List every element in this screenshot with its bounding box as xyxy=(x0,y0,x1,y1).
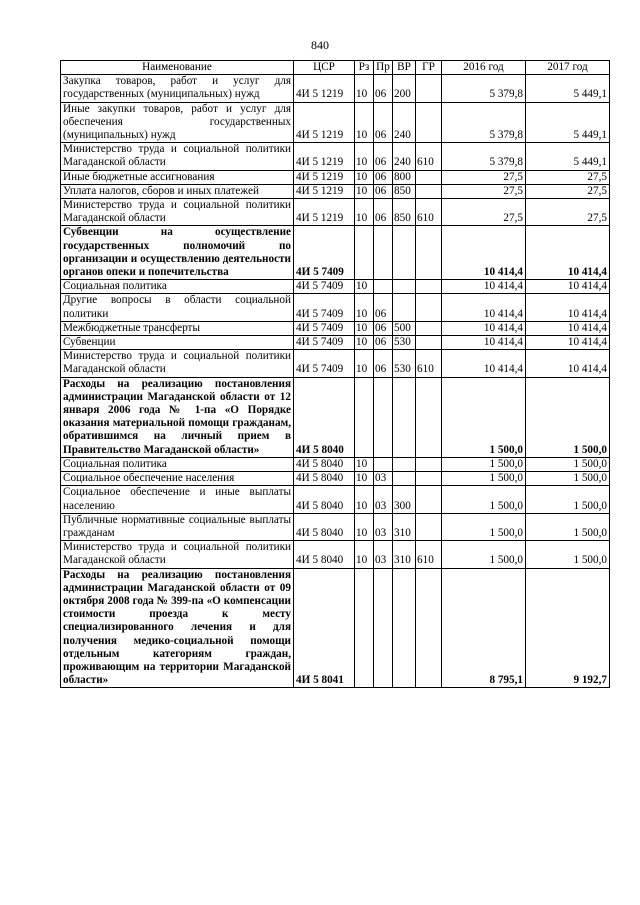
cell-rz: 10 xyxy=(355,321,374,335)
cell-2017: 10 414,4 xyxy=(526,350,610,377)
cell-csr: 4И 5 8040 xyxy=(294,377,355,457)
column-header-2016: 2016 год xyxy=(442,61,526,75)
cell-vr: 500 xyxy=(393,321,416,335)
cell-vr: 530 xyxy=(393,350,416,377)
cell-name: Социальное обеспечение и иные выплаты населению xyxy=(61,486,294,513)
table-row xyxy=(61,513,610,540)
cell-rz: 10 xyxy=(355,143,374,170)
budget-table xyxy=(60,60,610,688)
cell-pr: 06 xyxy=(374,170,393,184)
column-header-2017: 2017 год xyxy=(526,61,610,75)
cell-gr xyxy=(416,184,442,198)
cell-2016: 10 414,4 xyxy=(442,336,526,350)
cell-rz: 10 xyxy=(355,170,374,184)
cell-gr xyxy=(416,457,442,471)
cell-2016: 27,5 xyxy=(442,184,526,198)
cell-2016: 1 500,0 xyxy=(442,541,526,568)
cell-gr xyxy=(416,568,442,688)
cell-pr: 06 xyxy=(374,143,393,170)
cell-pr: 06 xyxy=(374,75,393,102)
cell-csr: 4И 5 8040 xyxy=(294,457,355,471)
cell-2016: 10 414,4 xyxy=(442,321,526,335)
cell-2017: 27,5 xyxy=(526,170,610,184)
cell-2016: 10 414,4 xyxy=(442,226,526,280)
column-header-name: Наименование xyxy=(61,61,294,75)
cell-name: Межбюджетные трансферты xyxy=(61,321,294,335)
table-body xyxy=(61,75,610,688)
table-row xyxy=(61,170,610,184)
cell-gr xyxy=(416,377,442,457)
cell-rz: 10 xyxy=(355,350,374,377)
table-row xyxy=(61,350,610,377)
cell-rz: 10 xyxy=(355,486,374,513)
cell-2017: 10 414,4 xyxy=(526,280,610,294)
cell-name: Социальная политика xyxy=(61,280,294,294)
cell-2017: 1 500,0 xyxy=(526,486,610,513)
cell-rz: 10 xyxy=(355,75,374,102)
cell-pr: 03 xyxy=(374,486,393,513)
cell-csr: 4И 5 8040 xyxy=(294,513,355,540)
cell-name: Публичные нормативные социальные выплаты гражданам xyxy=(61,513,294,540)
table-row xyxy=(61,294,610,321)
cell-rz xyxy=(355,226,374,280)
cell-csr: 4И 5 8040 xyxy=(294,472,355,486)
cell-name: Министерство труда и социальной политики Магаданской области xyxy=(61,541,294,568)
cell-2017: 9 192,7 xyxy=(526,568,610,688)
table-row xyxy=(61,75,610,102)
cell-name: Закупка товаров, работ и услуг для государственных (муниципальных) нужд xyxy=(61,75,294,102)
column-header-pr: Пр xyxy=(374,61,393,75)
cell-csr: 4И 5 7409 xyxy=(294,336,355,350)
cell-2017: 1 500,0 xyxy=(526,457,610,471)
cell-gr xyxy=(416,102,442,143)
cell-gr xyxy=(416,226,442,280)
table-row xyxy=(61,472,610,486)
cell-vr: 310 xyxy=(393,541,416,568)
cell-2017: 5 449,1 xyxy=(526,143,610,170)
cell-vr xyxy=(393,226,416,280)
column-header-vr: ВР xyxy=(393,61,416,75)
cell-csr: 4И 5 8041 xyxy=(294,568,355,688)
cell-name: Иные бюджетные ассигнования xyxy=(61,170,294,184)
cell-rz: 10 xyxy=(355,199,374,226)
table-row xyxy=(61,457,610,471)
cell-gr: 610 xyxy=(416,143,442,170)
cell-gr xyxy=(416,321,442,335)
cell-2017: 27,5 xyxy=(526,199,610,226)
cell-csr: 4И 5 1219 xyxy=(294,143,355,170)
cell-2017: 1 500,0 xyxy=(526,513,610,540)
cell-2016: 10 414,4 xyxy=(442,294,526,321)
cell-rz: 10 xyxy=(355,184,374,198)
cell-name: Социальная политика xyxy=(61,457,294,471)
cell-gr xyxy=(416,170,442,184)
cell-2016: 5 379,8 xyxy=(442,143,526,170)
cell-csr: 4И 5 1219 xyxy=(294,184,355,198)
cell-csr: 4И 5 8040 xyxy=(294,486,355,513)
cell-2016: 27,5 xyxy=(442,170,526,184)
cell-2016: 27,5 xyxy=(442,199,526,226)
cell-pr: 03 xyxy=(374,472,393,486)
cell-gr xyxy=(416,75,442,102)
cell-csr: 4И 5 1219 xyxy=(294,102,355,143)
cell-2017: 27,5 xyxy=(526,184,610,198)
table-row xyxy=(61,199,610,226)
cell-rz: 10 xyxy=(355,457,374,471)
cell-2016: 5 379,8 xyxy=(442,102,526,143)
cell-vr: 310 xyxy=(393,513,416,540)
cell-name: Расходы на реализацию постановления администрации Магаданской области от 12 января 2006 года № 1-па «О Порядке оказания материальной помощи гражданам, обратившимся на личный прием в Правительство Магаданской области» xyxy=(61,377,294,457)
cell-csr: 4И 5 1219 xyxy=(294,170,355,184)
cell-csr: 4И 5 7409 xyxy=(294,226,355,280)
cell-vr: 850 xyxy=(393,184,416,198)
cell-2016: 10 414,4 xyxy=(442,280,526,294)
cell-pr: 06 xyxy=(374,350,393,377)
cell-vr: 530 xyxy=(393,336,416,350)
cell-rz: 10 xyxy=(355,280,374,294)
column-header-gr: ГР xyxy=(416,61,442,75)
cell-name: Иные закупки товаров, работ и услуг для обеспечения государственных (муниципальных) нужд xyxy=(61,102,294,143)
cell-csr: 4И 5 7409 xyxy=(294,280,355,294)
cell-rz: 10 xyxy=(355,541,374,568)
cell-2016: 1 500,0 xyxy=(442,472,526,486)
cell-vr: 200 xyxy=(393,75,416,102)
cell-2016: 8 795,1 xyxy=(442,568,526,688)
cell-pr: 03 xyxy=(374,513,393,540)
cell-vr: 240 xyxy=(393,102,416,143)
table-row xyxy=(61,143,610,170)
column-header-csr: ЦСР xyxy=(294,61,355,75)
cell-2017: 10 414,4 xyxy=(526,226,610,280)
cell-rz xyxy=(355,377,374,457)
cell-vr: 850 xyxy=(393,199,416,226)
cell-name: Другие вопросы в области социальной политики xyxy=(61,294,294,321)
cell-2016: 1 500,0 xyxy=(442,377,526,457)
cell-gr xyxy=(416,513,442,540)
cell-gr: 610 xyxy=(416,199,442,226)
cell-gr xyxy=(416,336,442,350)
cell-2017: 5 449,1 xyxy=(526,102,610,143)
cell-rz: 10 xyxy=(355,294,374,321)
table-row xyxy=(61,486,610,513)
cell-vr xyxy=(393,280,416,294)
cell-vr xyxy=(393,568,416,688)
cell-2016: 1 500,0 xyxy=(442,513,526,540)
table-row xyxy=(61,226,610,280)
cell-pr: 06 xyxy=(374,321,393,335)
table-row xyxy=(61,568,610,688)
cell-pr: 06 xyxy=(374,199,393,226)
cell-2016: 5 379,8 xyxy=(442,75,526,102)
cell-vr xyxy=(393,457,416,471)
cell-name: Уплата налогов, сборов и иных платежей xyxy=(61,184,294,198)
column-header-rz: Рз xyxy=(355,61,374,75)
cell-pr: 06 xyxy=(374,102,393,143)
cell-csr: 4И 5 8040 xyxy=(294,541,355,568)
cell-csr: 4И 5 7409 xyxy=(294,321,355,335)
cell-gr: 610 xyxy=(416,541,442,568)
cell-csr: 4И 5 7409 xyxy=(294,294,355,321)
cell-pr xyxy=(374,457,393,471)
cell-name: Министерство труда и социальной политики Магаданской области xyxy=(61,143,294,170)
cell-2017: 10 414,4 xyxy=(526,294,610,321)
cell-vr: 240 xyxy=(393,143,416,170)
cell-2017: 1 500,0 xyxy=(526,472,610,486)
cell-name: Социальное обеспечение населения xyxy=(61,472,294,486)
cell-rz: 10 xyxy=(355,336,374,350)
cell-name: Министерство труда и социальной политики Магаданской области xyxy=(61,350,294,377)
cell-rz: 10 xyxy=(355,102,374,143)
cell-pr: 06 xyxy=(374,336,393,350)
cell-2017: 5 449,1 xyxy=(526,75,610,102)
cell-name: Субвенции xyxy=(61,336,294,350)
cell-gr xyxy=(416,472,442,486)
cell-vr: 300 xyxy=(393,486,416,513)
table-row xyxy=(61,280,610,294)
cell-vr xyxy=(393,472,416,486)
table-row xyxy=(61,377,610,457)
cell-2017: 1 500,0 xyxy=(526,541,610,568)
table-row xyxy=(61,102,610,143)
cell-gr xyxy=(416,280,442,294)
cell-rz: 10 xyxy=(355,472,374,486)
cell-2016: 1 500,0 xyxy=(442,457,526,471)
table-row xyxy=(61,184,610,198)
cell-pr: 03 xyxy=(374,541,393,568)
cell-csr: 4И 5 1219 xyxy=(294,75,355,102)
cell-pr xyxy=(374,377,393,457)
cell-2017: 1 500,0 xyxy=(526,377,610,457)
cell-pr: 06 xyxy=(374,294,393,321)
cell-gr xyxy=(416,294,442,321)
table-header xyxy=(61,61,610,75)
cell-vr xyxy=(393,294,416,321)
cell-gr xyxy=(416,486,442,513)
cell-2017: 10 414,4 xyxy=(526,336,610,350)
cell-pr xyxy=(374,226,393,280)
table-row xyxy=(61,336,610,350)
cell-csr: 4И 5 1219 xyxy=(294,199,355,226)
cell-2017: 10 414,4 xyxy=(526,321,610,335)
page-number: 840 xyxy=(311,38,329,52)
cell-vr: 800 xyxy=(393,170,416,184)
cell-pr xyxy=(374,280,393,294)
table-row xyxy=(61,541,610,568)
cell-csr: 4И 5 7409 xyxy=(294,350,355,377)
cell-name: Расходы на реализацию постановления администрации Магаданской области от 09 октября 2008 года № 399-па «О компенсации стоимости проезда к месту специализированного лечения и для получения медико-социальной помощи отдельным категориям граждан, проживающим на территории Магаданской области» xyxy=(61,568,294,688)
cell-rz xyxy=(355,568,374,688)
cell-pr xyxy=(374,568,393,688)
cell-rz: 10 xyxy=(355,513,374,540)
cell-vr xyxy=(393,377,416,457)
cell-2016: 1 500,0 xyxy=(442,486,526,513)
cell-name: Министерство труда и социальной политики Магаданской области xyxy=(61,199,294,226)
cell-2016: 10 414,4 xyxy=(442,350,526,377)
cell-pr: 06 xyxy=(374,184,393,198)
table-row xyxy=(61,321,610,335)
cell-name: Субвенции на осуществление государственных полномочий по организации и осуществлению деятельности органов опеки и попечительства xyxy=(61,226,294,280)
cell-gr: 610 xyxy=(416,350,442,377)
